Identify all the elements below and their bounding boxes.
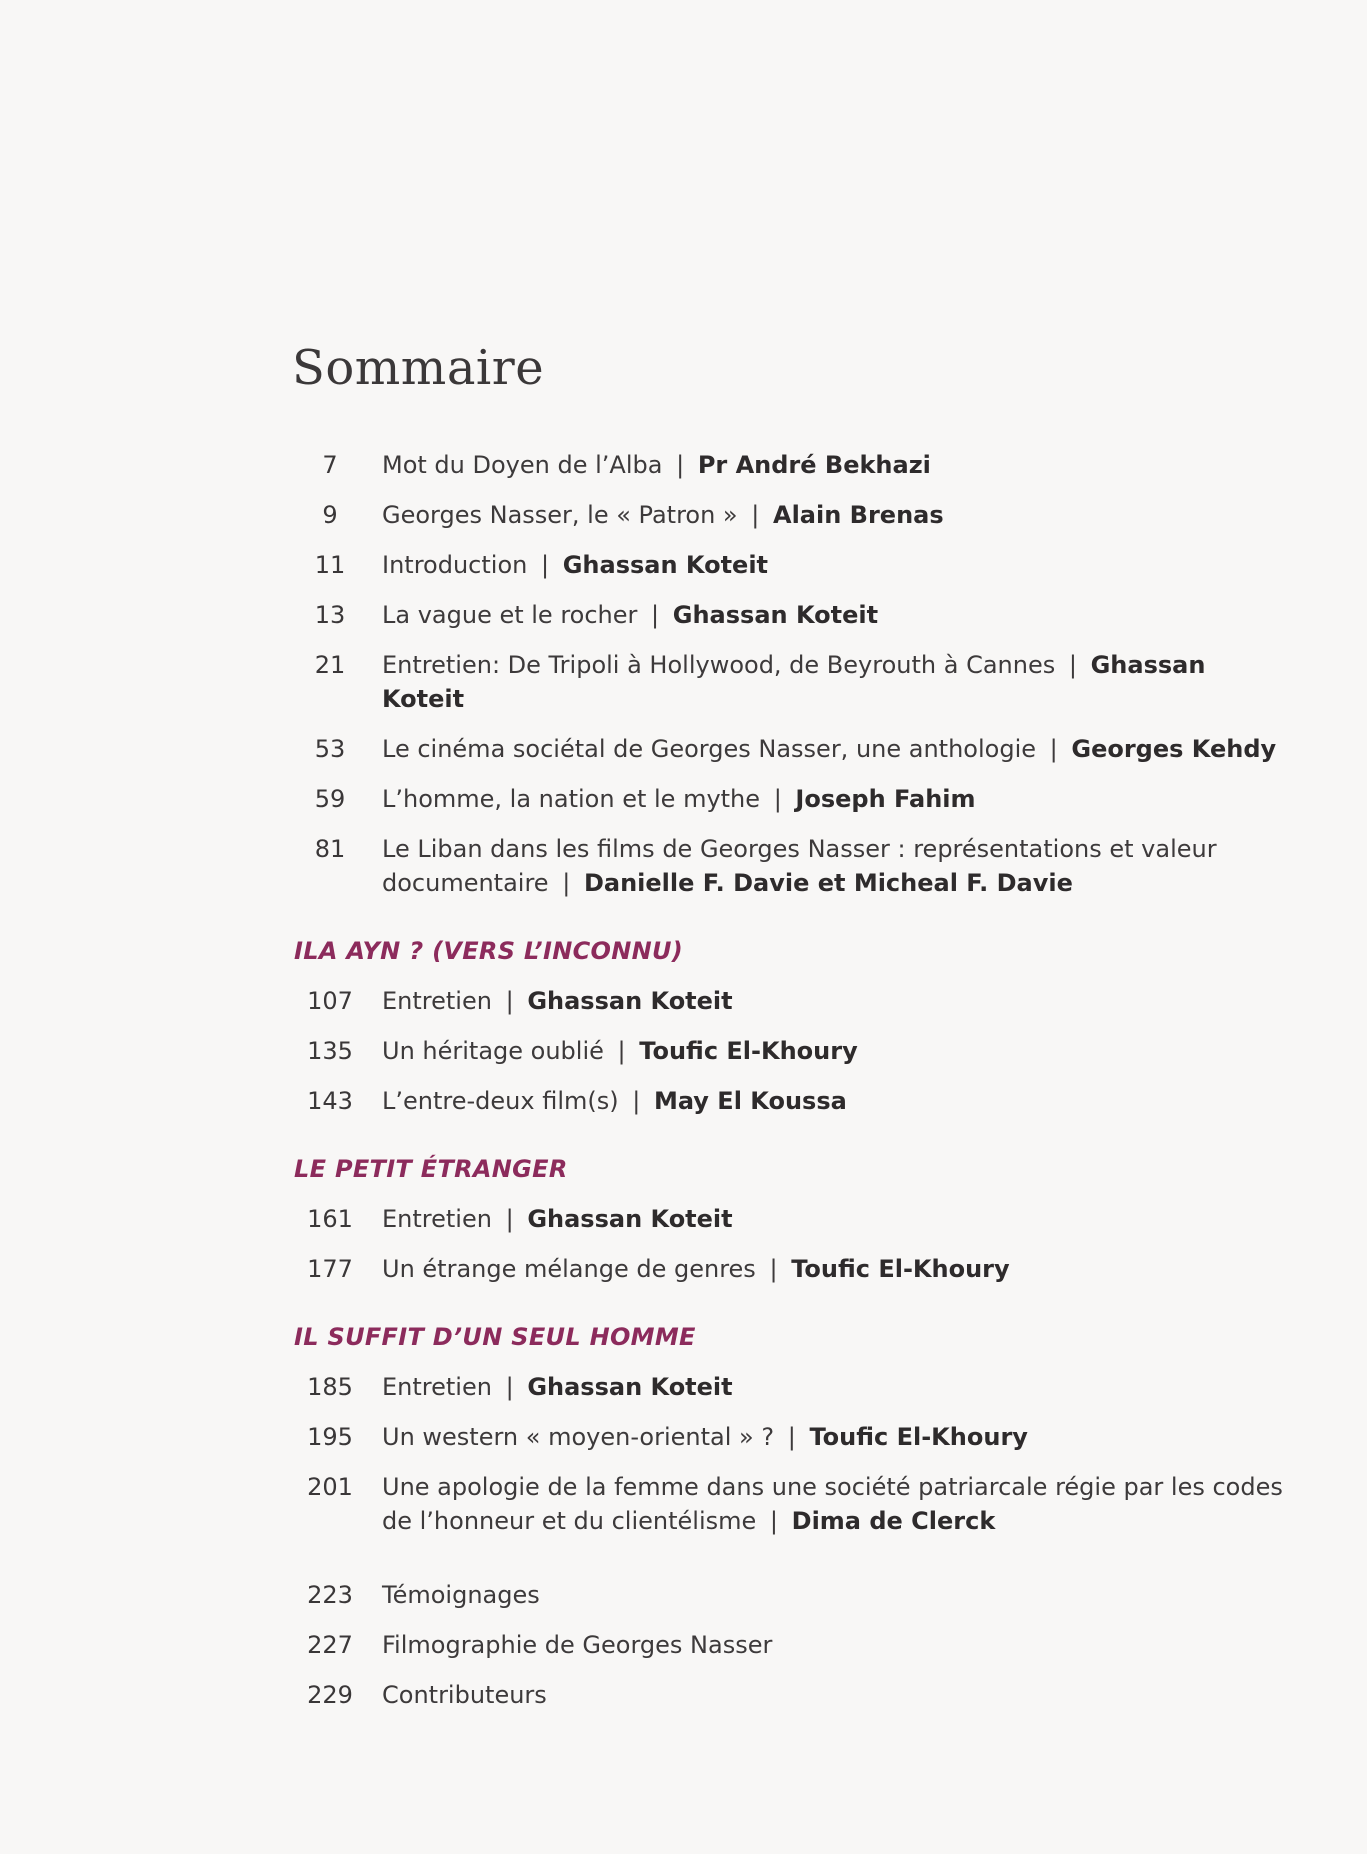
page-number: 161 xyxy=(307,1205,353,1233)
page-number: 143 xyxy=(307,1087,353,1115)
toc-section xyxy=(290,1320,1290,1538)
page-number: 227 xyxy=(307,1631,353,1659)
entry-title: Un western « moyen-oriental » ? xyxy=(382,1423,775,1451)
entry-text xyxy=(370,1202,1290,1236)
separator: | xyxy=(773,785,782,813)
separator: | xyxy=(787,1423,796,1451)
entry-author: Ghassan Koteit xyxy=(527,1205,733,1233)
entry-author: Dima de Clerck xyxy=(791,1507,996,1535)
entry-title: Une apologie de la femme dans une société patriarcale régie par les codes de l’honneur et du clientélisme xyxy=(382,1473,1283,1535)
page-number: 53 xyxy=(314,735,346,763)
section-heading: IL SUFFIT D’UN SEUL HOMME xyxy=(294,1323,696,1351)
toc-entry xyxy=(290,648,1290,716)
entry-text xyxy=(370,732,1290,766)
separator: | xyxy=(505,987,514,1015)
separator: | xyxy=(632,1087,641,1115)
entry-title: Contributeurs xyxy=(382,1681,547,1709)
entry-title: L’homme, la nation et le mythe xyxy=(382,785,761,813)
page-number: 135 xyxy=(307,1037,353,1065)
separator: | xyxy=(617,1037,626,1065)
toc-entry xyxy=(290,1084,1290,1118)
toc-entry xyxy=(290,548,1290,582)
entry-author: Ghassan Koteit xyxy=(527,987,733,1015)
entry-author: Ghassan Koteit xyxy=(672,601,879,629)
entry-title: Le Liban dans les films de Georges Nasser : représentations et valeur documentaire xyxy=(382,835,1217,897)
page-number: 185 xyxy=(307,1373,353,1401)
page-number: 177 xyxy=(307,1255,353,1283)
toc-section xyxy=(290,934,1290,1118)
entry-title: Un étrange mélange de genres xyxy=(382,1255,756,1283)
page-number: 9 xyxy=(322,501,338,529)
section-heading: ILA AYN ? (VERS L’INCONNU) xyxy=(294,937,684,965)
entry-title: Un héritage oublié xyxy=(382,1037,604,1065)
entry-text xyxy=(370,1628,1290,1662)
section-heading: LE PETIT ÉTRANGER xyxy=(294,1155,568,1183)
entry-title: Entretien xyxy=(382,1373,492,1401)
entry-author: Pr André Bekhazi xyxy=(697,451,931,479)
entry-title: Entretien: De Tripoli à Hollywood, de Beyrouth à Cannes xyxy=(382,651,1056,679)
separator: | xyxy=(769,1255,778,1283)
entry-author: Danielle F. Davie et Micheal F. Davie xyxy=(583,869,1073,897)
entry-text xyxy=(370,548,1290,582)
toc-entry xyxy=(290,1628,1290,1662)
entry-author: Joseph Fahim xyxy=(795,785,976,813)
entry-text xyxy=(370,648,1290,716)
toc-entry xyxy=(290,1370,1290,1404)
separator: | xyxy=(540,551,550,579)
entry-text xyxy=(370,1678,1290,1712)
entry-text xyxy=(370,1370,1290,1404)
toc-entry xyxy=(290,1578,1290,1612)
entry-author: Ghassan Koteit xyxy=(562,551,769,579)
entry-author: Ghassan Koteit xyxy=(382,651,1206,713)
separator: | xyxy=(562,869,571,897)
entry-text xyxy=(370,1084,1290,1118)
toc-entry xyxy=(290,832,1290,900)
page-number: 13 xyxy=(314,601,346,629)
toc-entry xyxy=(290,782,1290,816)
page-title: Sommaire xyxy=(292,340,545,396)
toc-entry xyxy=(290,1034,1290,1068)
entry-text xyxy=(370,1034,1290,1068)
page-number: 7 xyxy=(322,451,338,479)
entry-title: Entretien xyxy=(382,987,492,1015)
entry-author: Ghassan Koteit xyxy=(527,1373,733,1401)
toc-entry xyxy=(290,1470,1290,1538)
trailing-entries xyxy=(290,1578,1290,1712)
toc-entry xyxy=(290,732,1290,766)
page-number: 223 xyxy=(307,1581,353,1609)
toc-entry xyxy=(290,1252,1290,1286)
toc-entry xyxy=(290,448,1290,482)
separator: | xyxy=(1068,651,1077,679)
entry-text xyxy=(370,598,1290,632)
toc-entry xyxy=(290,984,1290,1018)
page-number: 81 xyxy=(314,835,346,863)
entry-title: Filmographie de Georges Nasser xyxy=(382,1631,773,1659)
page-number: 11 xyxy=(314,551,346,579)
entry-title: La vague et le rocher xyxy=(382,601,638,629)
entry-title: L’entre-deux film(s) xyxy=(382,1087,619,1115)
toc-entry xyxy=(290,598,1290,632)
separator: | xyxy=(751,501,760,529)
page-number: 229 xyxy=(307,1681,353,1709)
separator: | xyxy=(769,1507,778,1535)
separator: | xyxy=(1049,735,1058,763)
entry-text xyxy=(370,782,1290,816)
entry-text xyxy=(370,498,1290,532)
table-of-contents xyxy=(290,448,1290,1728)
separator: | xyxy=(676,451,685,479)
entry-text xyxy=(370,984,1290,1018)
entry-text xyxy=(370,1470,1290,1538)
entry-title: Entretien xyxy=(382,1205,492,1233)
toc-entry xyxy=(290,1420,1290,1454)
entry-title: Le cinéma sociétal de Georges Nasser, une anthologie xyxy=(382,735,1036,763)
entry-author: Alain Brenas xyxy=(773,501,944,529)
page-number: 201 xyxy=(307,1473,353,1501)
entry-author: Toufic El-Khoury xyxy=(809,1423,1028,1451)
toc-section xyxy=(290,1152,1290,1286)
entry-title: Introduction xyxy=(382,551,528,579)
film-sections xyxy=(290,934,1290,1538)
page-number: 59 xyxy=(314,785,346,813)
entry-title: Georges Nasser, le « Patron » xyxy=(382,501,738,529)
entry-author: Georges Kehdy xyxy=(1071,735,1277,763)
entry-text xyxy=(370,448,1290,482)
page-number: 21 xyxy=(314,651,346,679)
entry-text xyxy=(370,1578,1290,1612)
toc-entry xyxy=(290,498,1290,532)
page-number: 107 xyxy=(307,987,353,1015)
entry-title: Mot du Doyen de l’Alba xyxy=(382,451,663,479)
entry-text xyxy=(370,832,1290,900)
entry-author: May El Koussa xyxy=(653,1087,847,1115)
entry-author: Toufic El-Khoury xyxy=(639,1037,858,1065)
page-number: 195 xyxy=(307,1423,353,1451)
toc-entry xyxy=(290,1202,1290,1236)
entry-title: Témoignages xyxy=(382,1581,540,1609)
toc-entry xyxy=(290,1678,1290,1712)
intro-entries xyxy=(290,448,1290,900)
entry-text xyxy=(370,1252,1290,1286)
separator: | xyxy=(505,1205,514,1233)
separator: | xyxy=(505,1373,514,1401)
separator: | xyxy=(651,601,660,629)
entry-text xyxy=(370,1420,1290,1454)
entry-author: Toufic El-Khoury xyxy=(791,1255,1010,1283)
